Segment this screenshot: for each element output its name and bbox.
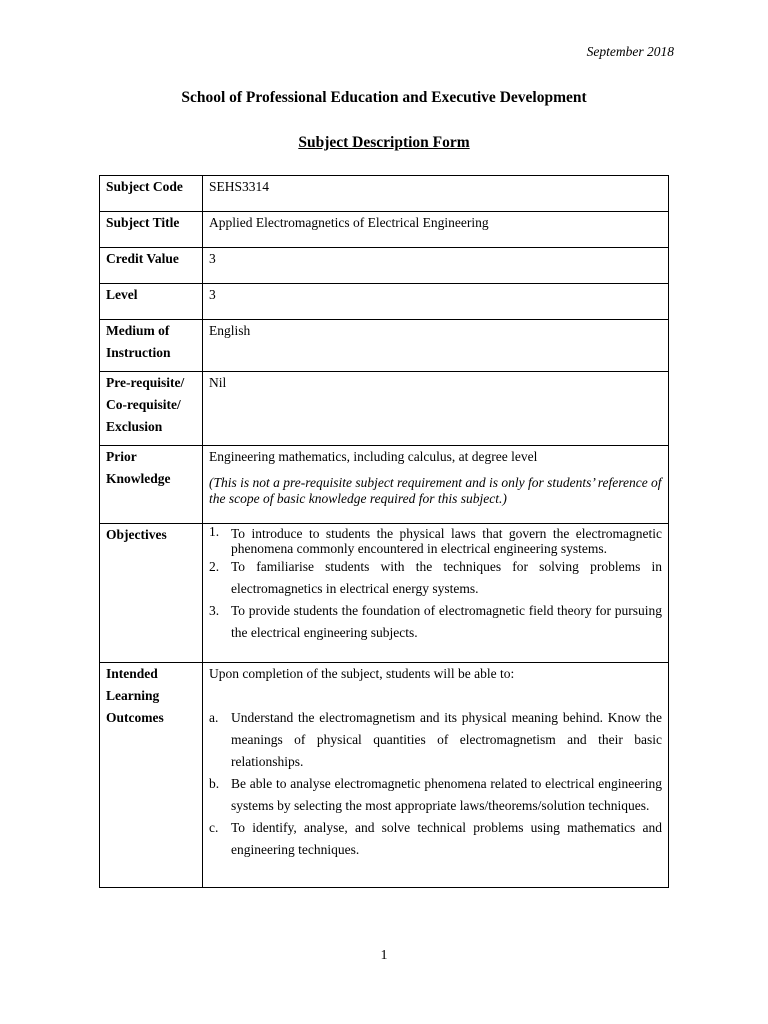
row-level	[100, 284, 669, 320]
medium-label	[100, 320, 203, 372]
objective-number: 1.	[209, 524, 220, 539]
prior-knowledge-label	[100, 446, 203, 524]
outcome-item	[209, 817, 662, 861]
objective-text: To provide students the foundation of electromagnetic field theory for pursuing the electrical engineering subjects.	[231, 603, 662, 640]
row-medium	[100, 320, 669, 372]
prior-knowledge-label-line-2: Knowledge	[106, 471, 171, 486]
learning-outcomes-label-line-1: Intended	[106, 666, 158, 681]
objectives-list	[209, 524, 662, 644]
objective-text: To introduce to students the physical laws that govern the electromagnetic phenomena commonly encountered in electrical engineering systems.	[231, 526, 662, 556]
subject-code-value: SEHS3314	[203, 176, 669, 212]
objective-number: 2.	[209, 559, 220, 574]
learning-outcomes-label-line-2: Learning	[106, 688, 160, 703]
learning-outcomes-label-line-3: Outcomes	[106, 710, 164, 725]
credit-value-label: Credit Value	[100, 248, 203, 284]
prerequisite-label-line-1: Pre-requisite/	[106, 375, 185, 390]
outcome-letter: b.	[209, 776, 220, 791]
row-subject-title	[100, 212, 669, 248]
objective-item	[209, 600, 662, 644]
row-prerequisite	[100, 372, 669, 446]
learning-outcomes-list	[209, 707, 662, 861]
level-label: Level	[100, 284, 203, 320]
outcome-letter: a.	[209, 710, 219, 725]
prerequisite-label-line-3: Exclusion	[106, 419, 163, 434]
prerequisite-label	[100, 372, 203, 446]
page-number: 1	[380, 948, 388, 963]
prior-knowledge-cell	[203, 446, 669, 524]
row-learning-outcomes	[100, 663, 669, 888]
spacer	[209, 685, 662, 707]
row-subject-code	[100, 176, 669, 212]
row-objectives	[100, 524, 669, 663]
level-value: 3	[203, 284, 669, 320]
subject-description-table	[99, 175, 669, 888]
subject-code-label: Subject Code	[100, 176, 203, 212]
outcome-text: Be able to analyse electromagnetic phenomena related to electrical engineering systems by selecting the most appropriate laws/theorems/solution techniques.	[231, 776, 662, 813]
row-credit-value	[100, 248, 669, 284]
outcome-item	[209, 773, 662, 817]
learning-outcomes-label	[100, 663, 203, 888]
school-name: School of Professional Education and Executive Development	[181, 89, 587, 106]
learning-outcomes-intro: Upon completion of the subject, students will be able to:	[209, 666, 515, 681]
outcome-item	[209, 707, 662, 773]
outcome-text: To identify, analyse, and solve technical problems using mathematics and engineering techniques.	[231, 820, 662, 857]
learning-outcomes-cell	[203, 663, 669, 888]
form-title: Subject Description Form	[298, 134, 470, 151]
objective-item	[209, 556, 662, 600]
objectives-label: Objectives	[100, 524, 203, 663]
prerequisite-value: Nil	[203, 372, 669, 446]
medium-value: English	[203, 320, 669, 372]
objective-item	[209, 524, 662, 556]
prerequisite-label-line-2: Co-requisite/	[106, 397, 181, 412]
outcome-text: Understand the electromagnetism and its physical meaning behind. Know the meanings of physical quantities of electromagnetism and their basic relationships.	[231, 710, 662, 769]
prior-knowledge-label-line-1: Prior	[106, 449, 137, 464]
prior-knowledge-note: (This is not a pre-requisite subject requirement and is only for students’ reference of the scope of basic knowledge required for this subject.)	[209, 475, 662, 506]
medium-label-line-2: Instruction	[106, 345, 171, 360]
medium-label-line-1: Medium of	[106, 323, 170, 338]
document-date: September 2018	[586, 44, 674, 59]
prior-knowledge-value: Engineering mathematics, including calculus, at degree level	[209, 449, 538, 464]
subject-title-value: Applied Electromagnetics of Electrical Engineering	[203, 212, 669, 248]
objectives-cell	[203, 524, 669, 663]
subject-title-label: Subject Title	[100, 212, 203, 248]
objective-text: To familiarise students with the techniques for solving problems in electromagnetics in electrical energy systems.	[231, 559, 662, 596]
outcome-letter: c.	[209, 820, 219, 835]
objective-number: 3.	[209, 603, 220, 618]
row-prior-knowledge	[100, 446, 669, 524]
credit-value-value: 3	[203, 248, 669, 284]
